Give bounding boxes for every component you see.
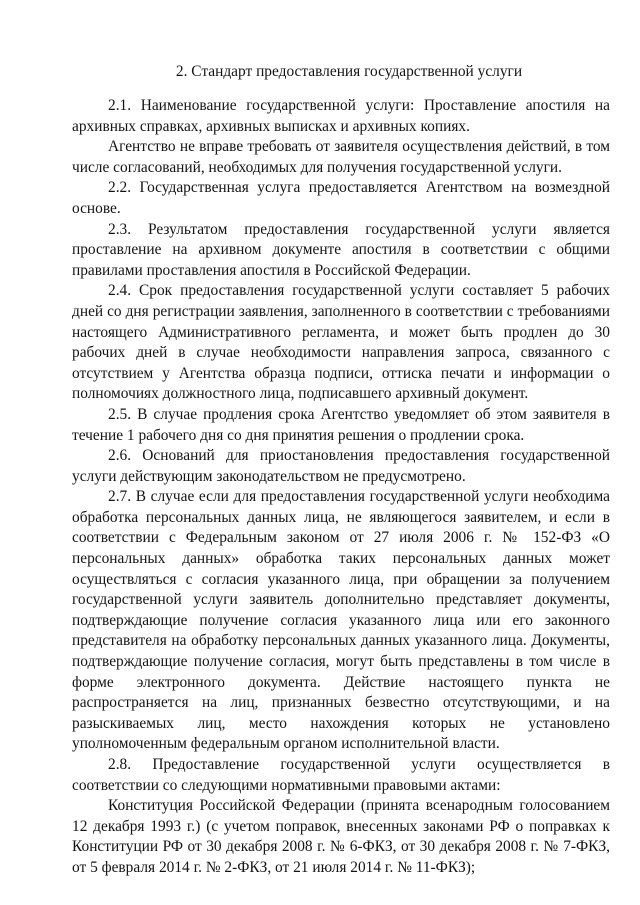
paragraph-2-1-note: Агентство не вправе требовать от заявителя осуществления действий, в том числе согласований, необходимых для получения государственной услуги. bbox=[72, 138, 610, 176]
paragraph-2-4: 2.4. Срок предоставления государственной услуги составляет 5 рабочих дней со дня регистрации заявления, заполненного в соответствии с требованиями настоящего Административного регламента, и может быть продлен до 30 рабочих дней в случае необходимости направления запроса, связанного с отсутствием у Агентства образца подписи, оттиска печати и информации о полномочиях должностного лица, подписавшего архивный документ. bbox=[72, 282, 610, 403]
paragraph-constitution: Конституция Российской Федерации (принята всенародным голосованием 12 декабря 1993 г.) (с учетом поправок, внесенных законами РФ о поправках к Конституции РФ от 30 декабря 2008 г. № 6-ФКЗ, от 30 декабря 2008 г. № 7-ФКЗ, от 5 февраля 2014 г. № 2-ФКЗ, от 21 июля 2014 г. № 11-ФКЗ); bbox=[72, 797, 610, 876]
paragraph-2-5: 2.5. В случае продления срока Агентство уведомляет об этом заявителя в течение 1 рабочего дня со дня принятия решения о продлении срока. bbox=[72, 405, 610, 444]
paragraph-2-7: 2.7. В случае если для предоставления государственной услуги необходима обработка персональных данных лица, не являющегося заявителем, и если в соответствии с Федеральным законом от 27 июля 2006 г. № 152-ФЗ «О персональных данных» обработка таких персональных данных может осуществляться с согласия указанного лица, при обращении за получением государственной услуги заявитель дополнительно представляет документы, подтверждающие получение согласия указанного лица или его законного представителя на обработку персональных данных указанного лица. Документы, подтверждающие получение согласия, могут быть представлены в том числе в форме электронного документа. Действие настоящего пункта не распространяется на лиц, признанных безвестно отсутствующими, и на разыскиваемых лиц, место нахождения которых не установлено уполномоченным федеральным органом исполнительной власти. bbox=[72, 488, 610, 753]
document-page bbox=[72, 62, 610, 879]
paragraph-2-1: 2.1. Наименование государственной услуги: Проставление апостиля на архивных справках, архивных выписках и архивных копиях. bbox=[72, 97, 610, 135]
paragraph-2-8: 2.8. Предоставление государственной услуги осуществляется в соответствии со следующими нормативными правовыми актами: bbox=[72, 756, 610, 794]
paragraph-2-6: 2.6. Оснований для приостановления предоставления государственной услуги действующим законодательством не предусмотрено. bbox=[72, 447, 610, 485]
section-heading: 2. Стандарт предоставления государственной услуги bbox=[175, 63, 523, 80]
paragraph-2-3: 2.3. Результатом предоставления государственной услуги является проставление на архивном документе апостиля в соответствии с общими правилами проставления апостиля в Российской Федерации. bbox=[72, 220, 610, 279]
paragraph-2-2: 2.2. Государственная услуга предоставляется Агентством на возмездной основе. bbox=[72, 179, 610, 217]
